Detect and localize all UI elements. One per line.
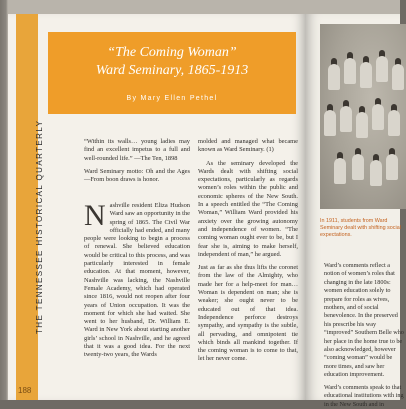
journal-vertical-title: THE TENNESSEE HISTORICAL QUARTERLY xyxy=(35,119,44,334)
article-title-box xyxy=(48,32,296,114)
photo-student xyxy=(388,110,400,136)
block-quote: Just as far as she thus lifts the coronet from the law of the Almighty, who made her for a help-meet for man… Woman is dependent on man; she is weaker; she ought never to be educated out of that idea. Independence perforce destroys sympathy, and sympathy is the subtle, all pervading, and omnipotent tie which binds all mankind together. If the coming woman is to come to that, let her never come. xyxy=(198,264,298,363)
photo-student xyxy=(352,154,364,180)
article-title-line2: Ward Seminary, 1865-1913 xyxy=(95,63,249,78)
photo-student xyxy=(372,104,384,130)
article-byline: By Mary Ellen Pethel xyxy=(126,95,218,102)
photo-student xyxy=(376,56,388,82)
photo-student xyxy=(370,160,382,186)
right-paragraph-1: Ward’s comments reflect a notion of women’s roles that changing in the late 1800s: women education solely to prepare for roles as wives, mothers, and of social benevolence. In the preserved his prescribe his way “improved” Southern Belle who her place in the home true to be also acknowledged, however “coming woman” would be more times, and saw her education improvement. xyxy=(324,262,404,379)
lead-column xyxy=(84,199,190,360)
photo-student xyxy=(386,154,398,180)
dropcap-letter: N xyxy=(84,199,106,232)
right-page-body xyxy=(324,262,406,409)
photo-student xyxy=(344,58,356,84)
column-paragraph-1: molded and managed what became known as Ward Seminary. (1) xyxy=(198,138,298,154)
column-paragraph-2: As the seminary developed the Wards dealt with shifting social expectations, particularly as regards women’s roles within the public and economic spheres of the New South. In a speech entitled the “The Coming Woman,” William Ward provided his anxiety over the growing autonomy and independence of women. “The coming woman ought ever to be, but I fear she is, aiming to make herself, independent of man,” he argued. xyxy=(198,159,298,258)
folio-box xyxy=(16,382,38,400)
journal-side-strip xyxy=(16,14,44,382)
photo-student xyxy=(360,62,372,88)
epigraph-block xyxy=(84,138,190,184)
lead-paragraph: ashville resident Eliza Hudson Ward saw an opportunity in the spring of 1865. The Civil War officially had ended, and many people were looking to begin a process of renewal. She believed education would be critical to this process, and was particularly interested in female education. At that moment, however, Nashville was lacking, the Nashville Female Academy, which had operated since 1816, would not reopen after four years of Union occupation. It was the moment for which she had waited. She went to her husband, Dr. William E. Ward in New York about starting another girls’ school in Nashville, and he agreed that it was a good idea. For the next twenty-two years, the Wards xyxy=(84,202,190,359)
photo-student xyxy=(340,106,352,132)
photo-student xyxy=(392,64,404,90)
right-page xyxy=(306,14,404,408)
historical-class-photo xyxy=(320,24,406,209)
photo-student xyxy=(334,158,346,184)
photo-student xyxy=(324,110,336,136)
photo-caption: In 1911, students from Ward Seminary dealt with shifting social expectations. xyxy=(320,218,401,238)
second-column xyxy=(198,138,298,364)
epigraph-attribution: Ward Seminary motto: Oh and the Ages—From boon draws is honor. xyxy=(84,167,190,184)
article-title-line1: “The Coming Woman” xyxy=(107,45,237,60)
epigraph: “Within its walls… young ladies may find an excellent impetus to a full and well-rounded life.” —The Ten, 1898 xyxy=(84,138,190,162)
right-paragraph-2: Ward’s comments speak to that educational institutions with ing in the New South and in xyxy=(324,383,404,408)
page-number: 188 xyxy=(18,386,32,395)
photo-student xyxy=(328,64,340,90)
photo-student xyxy=(356,112,368,138)
left-page xyxy=(8,14,306,400)
